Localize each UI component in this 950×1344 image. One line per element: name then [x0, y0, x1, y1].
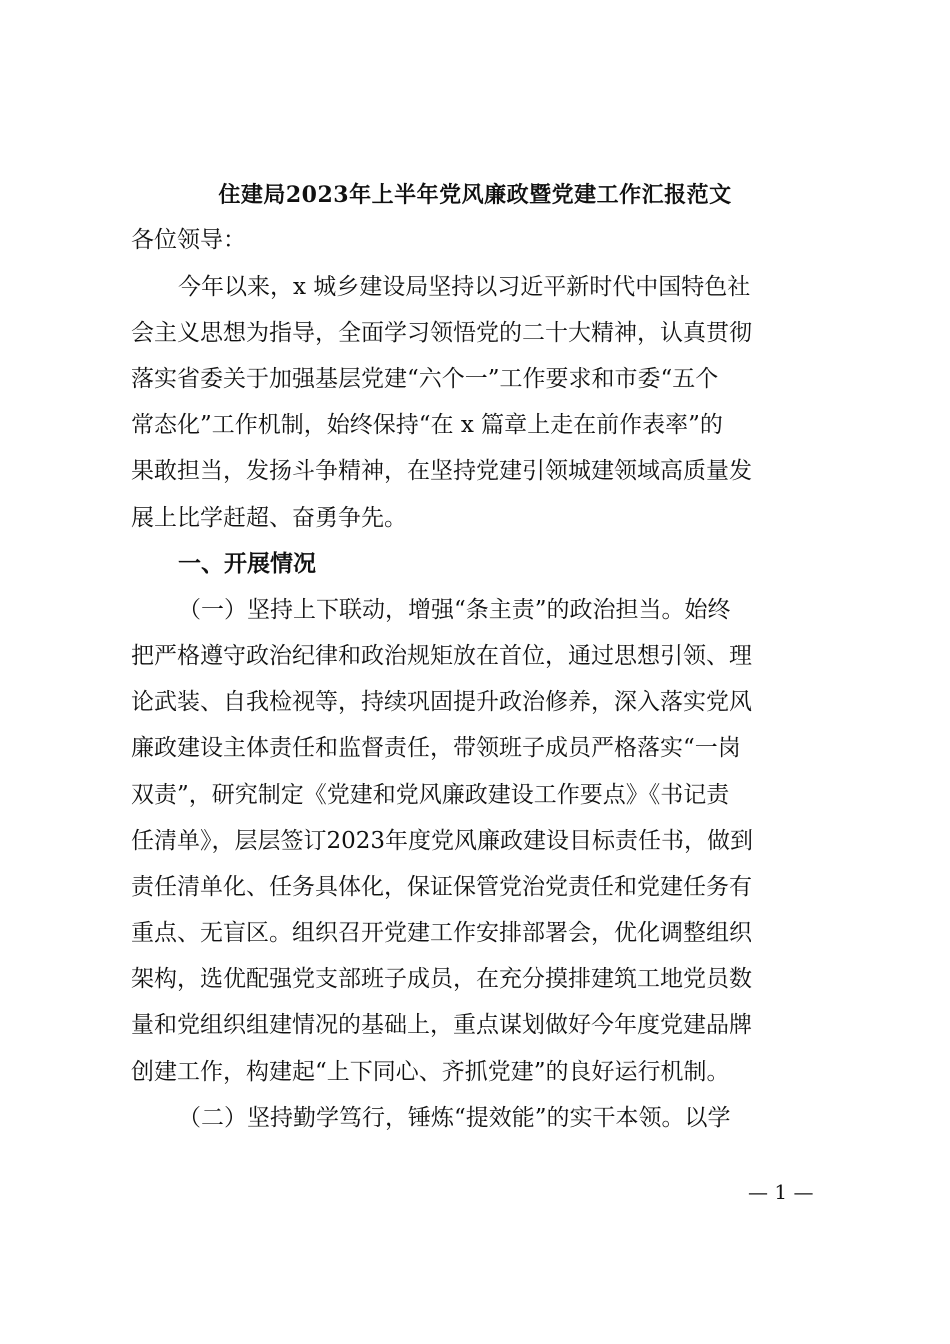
paragraph-line: 今年以来，x 城乡建设局坚持以习近平新时代中国特色社 — [178, 274, 751, 300]
document-title: 住建局2023年上半年党风廉政暨党建工作汇报范文 — [218, 182, 732, 208]
paragraph-line: 责任清单化、任务具体化，保证保管党治党责任和党建任务有 — [131, 874, 752, 900]
paragraph-line: 量和党组织组建情况的基础上，重点谋划做好今年度党建品牌 — [131, 1012, 752, 1038]
section-heading: 一、开展情况 — [178, 550, 316, 577]
paragraph-line: （一）坚持上下联动，增强“条主责”的政治担当。始终 — [178, 597, 731, 623]
paragraph-line: 双责”，研究制定《党建和党风廉政建设工作要点》《书记责 — [131, 782, 730, 808]
paragraph-line: 架构，选优配强党支部班子成员，在充分摸排建筑工地党员数 — [131, 966, 752, 992]
paragraph-line: 重点、无盲区。组织召开党建工作安排部署会，优化调整组织 — [131, 920, 752, 946]
paragraph-line: 常态化”工作机制，始终保持“在 x 篇章上走在前作表率”的 — [131, 412, 723, 438]
paragraph-line: 创建工作，构建起“上下同心、齐抓党建”的良好运行机制。 — [131, 1059, 730, 1085]
paragraph-line: 会主义思想为指导，全面学习领悟党的二十大精神，认真贯彻 — [131, 320, 752, 346]
paragraph-line: 论武装、自我检视等，持续巩固提升政治修养，深入落实党风 — [131, 689, 752, 715]
paragraph-line: 果敢担当，发扬斗争精神，在坚持党建引领城建领域高质量发 — [131, 458, 752, 484]
paragraph-line: 把严格遵守政治纪律和政治规矩放在首位，通过思想引领、理 — [131, 643, 752, 669]
paragraph-line: 廉政建设主体责任和监督责任，带领班子成员严格落实“一岗 — [131, 735, 741, 761]
paragraph-line: 落实省委关于加强基层党建“六个一”工作要求和市委“五个 — [131, 366, 719, 392]
salutation: 各位领导： — [131, 227, 246, 253]
page-number: — 1 — — [748, 1180, 814, 1204]
paragraph-line: 任清单》，层层签订2023年度党风廉政建设目标责任书，做到 — [131, 828, 754, 854]
paragraph-line: 展上比学赶超、奋勇争先。 — [131, 505, 407, 531]
paragraph-line: （二）坚持勤学笃行，锤炼“提效能”的实干本领。以学 — [178, 1105, 731, 1131]
